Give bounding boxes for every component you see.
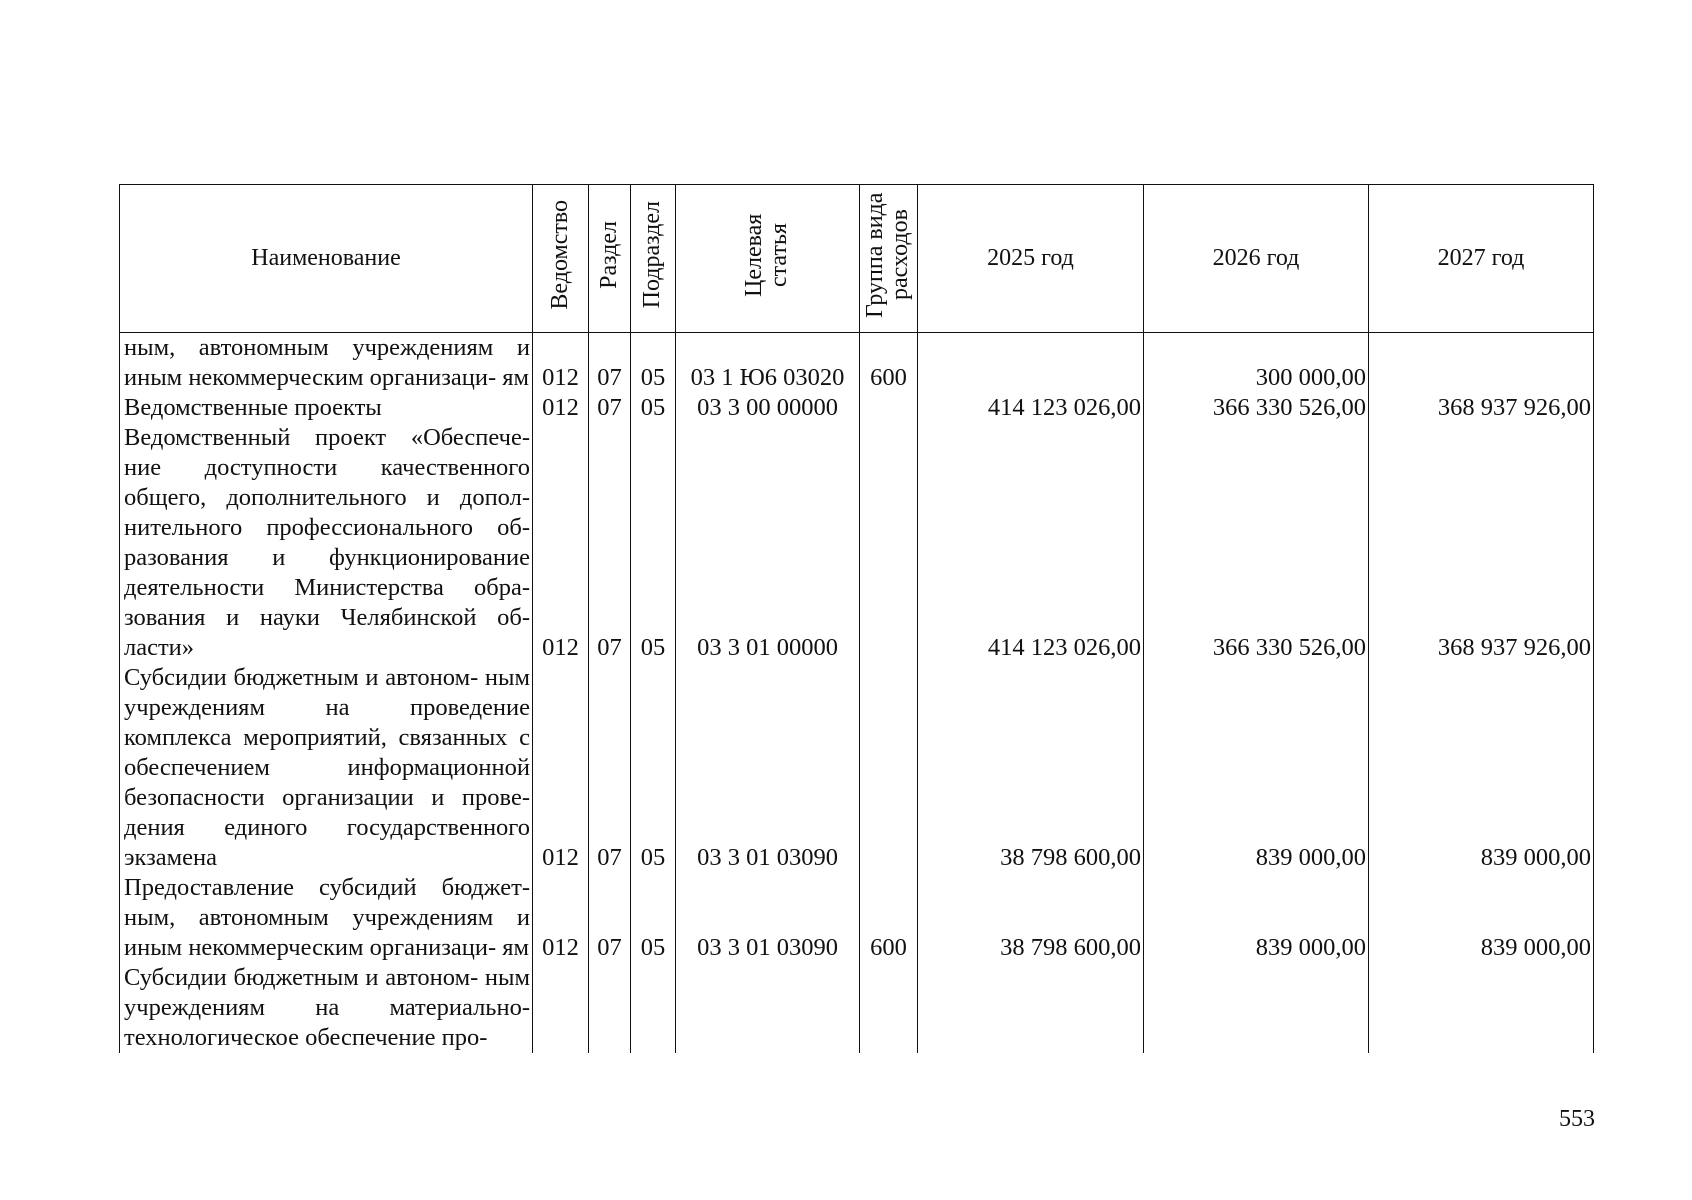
row-2026: 300 000,00 — [1144, 333, 1369, 394]
row-2027 — [1369, 333, 1594, 394]
row-celevaya-statya: 03 3 01 03090 — [676, 873, 860, 963]
table-row — [120, 663, 1594, 873]
row-2027: 368 937 926,00 — [1369, 393, 1594, 423]
row-2026: 839 000,00 — [1144, 873, 1369, 963]
row-vedomstvo: 012 — [533, 333, 589, 394]
row-2025: 38 798 600,00 — [918, 663, 1144, 873]
row-razdel: 07 — [589, 663, 631, 873]
row-celevaya-statya: 03 3 00 00000 — [676, 393, 860, 423]
row-gruppa: 600 — [860, 873, 918, 963]
row-2025: 38 798 600,00 — [918, 873, 1144, 963]
header-year-2025: 2025 год — [918, 185, 1144, 333]
row-razdel — [589, 963, 631, 1053]
row-2027: 368 937 926,00 — [1369, 423, 1594, 663]
header-podrazdel: Подраздел — [631, 185, 676, 333]
row-podrazdel: 05 — [631, 333, 676, 394]
header-razdel: Раздел — [589, 185, 631, 333]
row-razdel: 07 — [589, 393, 631, 423]
header-year-2026: 2026 год — [1144, 185, 1369, 333]
row-2026: 366 330 526,00 — [1144, 423, 1369, 663]
row-gruppa — [860, 963, 918, 1053]
row-gruppa: 600 — [860, 333, 918, 394]
row-podrazdel: 05 — [631, 663, 676, 873]
row-2027: 839 000,00 — [1369, 873, 1594, 963]
row-name: Предоставление субсидий бюджет- ным, автономным учреждениям и иным некоммерческим организаци- ям — [120, 873, 533, 963]
row-name: ным, автономным учреждениям и иным некоммерческим организаци- ям — [120, 333, 533, 394]
row-podrazdel: 05 — [631, 423, 676, 663]
row-2027: 839 000,00 — [1369, 663, 1594, 873]
row-vedomstvo: 012 — [533, 873, 589, 963]
row-2026: 366 330 526,00 — [1144, 393, 1369, 423]
row-podrazdel — [631, 963, 676, 1053]
row-vedomstvo: 012 — [533, 663, 589, 873]
row-celevaya-statya — [676, 963, 860, 1053]
row-name: Субсидии бюджетным и автоном- ным учреждениям на материально- технологическое обеспечение про- — [120, 963, 533, 1053]
row-2025: 414 123 026,00 — [918, 423, 1144, 663]
table-row — [120, 873, 1594, 963]
row-celevaya-statya: 03 1 Ю6 03020 — [676, 333, 860, 394]
header-row — [120, 185, 1594, 333]
row-name: Субсидии бюджетным и автоном- ным учреждениям на проведение комплекса мероприятий, связанных с обеспечением информационной безопасности организации и прове- дения единого государственного экзамена — [120, 663, 533, 873]
row-2026 — [1144, 963, 1369, 1053]
header-name: Наименование — [120, 185, 533, 333]
row-podrazdel: 05 — [631, 393, 676, 423]
row-vedomstvo — [533, 963, 589, 1053]
row-2025 — [918, 963, 1144, 1053]
row-vedomstvo: 012 — [533, 393, 589, 423]
header-vedomstvo: Ведомство — [533, 185, 589, 333]
row-razdel: 07 — [589, 423, 631, 663]
row-vedomstvo: 012 — [533, 423, 589, 663]
header-year-2027: 2027 год — [1369, 185, 1594, 333]
row-razdel: 07 — [589, 873, 631, 963]
header-celevaya-statya: Целевая статья — [676, 185, 860, 333]
row-name: Ведомственные проекты — [120, 393, 533, 423]
page-number: 553 — [1559, 1106, 1595, 1132]
row-2027 — [1369, 963, 1594, 1053]
table-row — [120, 333, 1594, 394]
table-row — [120, 393, 1594, 423]
row-2026: 839 000,00 — [1144, 663, 1369, 873]
row-name: Ведомственный проект «Обеспече- ние доступности качественного общего, дополнительного и допол- нительного профессионального об- разования и функционирование деятельности Министерства обра- зования и науки Челябинской об- ласти» — [120, 423, 533, 663]
row-celevaya-statya: 03 3 01 00000 — [676, 423, 860, 663]
row-2025 — [918, 333, 1144, 394]
table-row — [120, 963, 1594, 1053]
row-podrazdel: 05 — [631, 873, 676, 963]
budget-table — [119, 184, 1594, 1053]
row-gruppa — [860, 393, 918, 423]
row-celevaya-statya: 03 3 01 03090 — [676, 663, 860, 873]
row-gruppa — [860, 423, 918, 663]
header-gruppa-vida-rashodov: Группа вида расходов — [860, 185, 918, 333]
table-row — [120, 423, 1594, 663]
row-2025: 414 123 026,00 — [918, 393, 1144, 423]
row-gruppa — [860, 663, 918, 873]
row-razdel: 07 — [589, 333, 631, 394]
